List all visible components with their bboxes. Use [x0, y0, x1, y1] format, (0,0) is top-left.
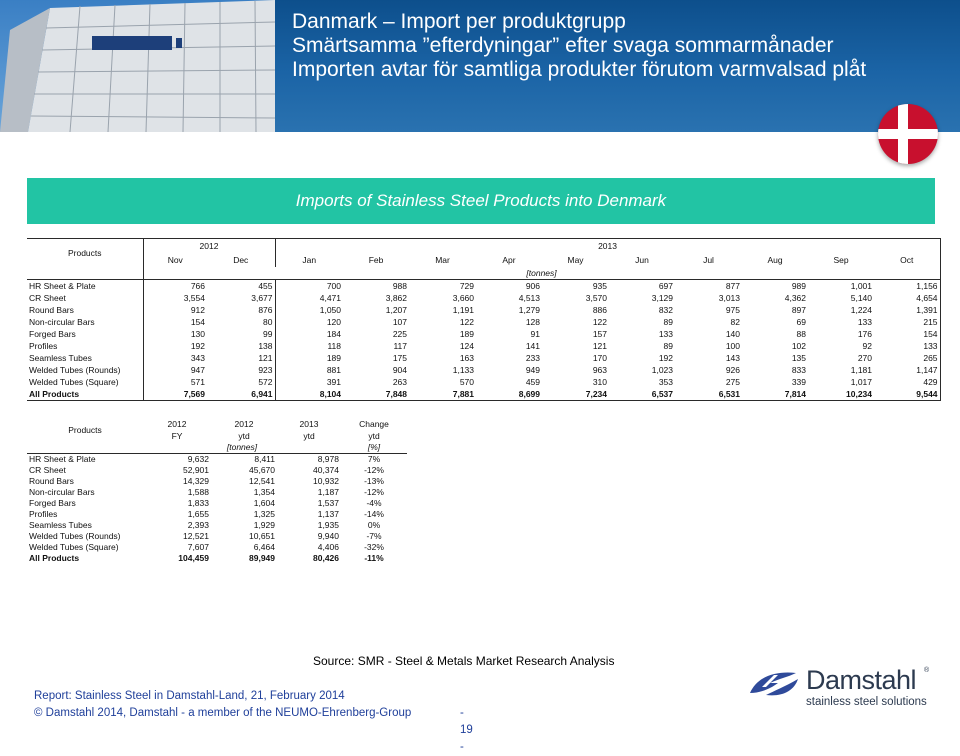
cell-value: 122: [459, 317, 475, 327]
cell-value: 7,814: [742, 388, 808, 401]
cell-value: 10,651: [249, 531, 275, 541]
table-row: [27, 542, 407, 553]
month-header: Oct: [874, 253, 940, 267]
cell-value: 69: [796, 317, 807, 327]
cell-value: 7,848: [343, 388, 409, 401]
cell-value: 1,604: [253, 498, 275, 508]
ytd-col-year: 2012: [167, 419, 187, 429]
cell-value: 91: [530, 329, 541, 339]
month-header: Aug: [767, 255, 783, 265]
cell-value: 700: [275, 280, 343, 293]
cell-value: 1,001: [850, 281, 873, 291]
cell-value: 265: [874, 352, 940, 364]
cell-value: 189: [459, 329, 475, 339]
cell-value: 343: [143, 352, 207, 364]
cell-value: 4,362: [784, 293, 807, 303]
cell-value: 876: [258, 305, 273, 315]
cell-value: 89: [663, 317, 674, 327]
cell-value: 832: [658, 305, 674, 315]
footer-copyright: © Damstahl 2014, Damstahl - a member of the NEUMO-Ehrenberg-Group: [34, 707, 412, 719]
cell-value: 7,607: [187, 542, 209, 552]
title-line-3: Importen avtar för samtliga produkter förutom varmvalsad plåt: [292, 58, 867, 81]
table-row: [27, 465, 407, 476]
table-row: [27, 476, 407, 487]
cell-value: 455: [258, 281, 273, 291]
title-line-2: Smärtsamma ”efterdyningar” efter svaga sommarmånader: [292, 34, 834, 57]
cell-value: 353: [658, 377, 674, 387]
ytd-col-type: ytd: [238, 431, 250, 441]
cell-value: 215: [874, 316, 940, 328]
cell-value: 1,588: [187, 487, 209, 497]
ytd-unit-tonnes: [tonnes]: [143, 442, 341, 454]
logo-registered: ®: [924, 667, 930, 674]
cell-value: 1,191: [452, 305, 475, 315]
footer-report: Report: Stainless Steel in Damstahl-Land, 21, February 2014: [34, 690, 345, 702]
cell-value: 459: [525, 377, 541, 387]
cell-value: 3,862: [385, 293, 408, 303]
cell-value: 99: [263, 329, 273, 339]
cell-value: 102: [791, 341, 807, 351]
cell-value: 310: [592, 377, 608, 387]
cell-value: 1,181: [850, 365, 873, 375]
cell-value: 3,129: [651, 293, 674, 303]
section-banner: Imports of Stainless Steel Products into Denmark: [27, 178, 935, 224]
cell-value: 989: [791, 281, 807, 291]
cell-value: 133: [857, 317, 873, 327]
ytd-unit-pct: [%]: [341, 442, 407, 454]
cell-value: 935: [592, 281, 608, 291]
table-row: [27, 364, 940, 376]
cell-value: -32%: [364, 542, 384, 552]
cell-value: 184: [275, 328, 343, 340]
cell-value: 104,459: [178, 553, 209, 563]
cell-value: 225: [392, 329, 408, 339]
table-row: [27, 531, 407, 542]
cell-value: 88: [796, 329, 807, 339]
row-label: Round Bars: [29, 305, 74, 315]
cell-value: 130: [143, 328, 207, 340]
cell-value: 1,187: [317, 487, 339, 497]
month-header: Jan: [275, 253, 343, 267]
cell-value: 154: [143, 316, 207, 328]
cell-value: 12,521: [183, 531, 209, 541]
table-row: [27, 487, 407, 498]
table-row: [27, 316, 940, 328]
building-photo: [0, 0, 275, 132]
cell-value: 154: [874, 328, 940, 340]
ytd-col-year: 2013: [299, 419, 319, 429]
ytd-imports-table: [27, 418, 407, 564]
cell-value: 45,670: [249, 465, 275, 475]
cell-value: 8,978: [317, 454, 339, 464]
cell-value: 1,325: [253, 509, 275, 519]
danish-flag-icon: [878, 104, 938, 164]
cell-value: 1,207: [385, 305, 408, 315]
row-label: Profiles: [29, 509, 58, 519]
cell-value: 157: [592, 329, 608, 339]
cell-value: 121: [258, 353, 273, 363]
cell-value: 8,104: [275, 388, 343, 401]
cell-value: 7,881: [409, 388, 476, 401]
row-label: Non-circular Bars: [29, 317, 95, 327]
cell-value: 7%: [367, 454, 381, 464]
table-row: [27, 352, 940, 364]
title-line-1: Danmark – Import per produktgrupp: [292, 10, 626, 33]
month-header: Sep: [833, 255, 849, 265]
cell-value: 89: [663, 341, 674, 351]
ytd-col-year: Change: [359, 419, 389, 429]
cell-value: 988: [392, 281, 408, 291]
cell-value: 9,940: [317, 531, 339, 541]
cell-value: 3,570: [585, 293, 608, 303]
cell-value: 175: [392, 353, 408, 363]
row-label: Welded Tubes (Rounds): [29, 365, 121, 375]
cell-value: 949: [525, 365, 541, 375]
year-2012-header: 2012: [143, 239, 275, 254]
table-row: [27, 328, 940, 340]
cell-value: 1,354: [253, 487, 275, 497]
cell-value: 975: [725, 305, 741, 315]
row-label: CR Sheet: [29, 465, 66, 475]
cell-value: 963: [592, 365, 608, 375]
cell-value: 40,374: [313, 465, 339, 475]
cell-value: -11%: [364, 553, 384, 563]
cell-value: 1,929: [253, 520, 275, 530]
cell-value: 12,541: [249, 476, 275, 486]
month-header: Jul: [703, 255, 714, 265]
cell-value: 1,935: [317, 520, 339, 530]
cell-value: 881: [275, 364, 343, 376]
cell-value: 192: [658, 353, 674, 363]
table-row: [27, 376, 940, 388]
header-band: [0, 0, 960, 132]
cell-value: -4%: [366, 498, 382, 508]
cell-value: 1,133: [452, 365, 475, 375]
monthly-imports-table: [27, 238, 941, 401]
month-header: Mar: [435, 255, 450, 265]
cell-value: -13%: [364, 476, 384, 486]
unit-label: [tonnes]: [143, 267, 940, 280]
table-row: [27, 509, 407, 520]
row-label: CR Sheet: [29, 293, 66, 303]
cell-value: 572: [258, 377, 273, 387]
cell-value: 1,017: [850, 377, 873, 387]
cell-value: 5,140: [850, 293, 873, 303]
cell-value: 926: [725, 365, 741, 375]
cell-value: 141: [525, 341, 541, 351]
cell-value: 1,023: [651, 365, 674, 375]
cell-value: 6,941: [207, 388, 275, 401]
cell-value: 904: [392, 365, 408, 375]
cell-value: 3,554: [143, 292, 207, 304]
row-label: All Products: [29, 553, 80, 563]
cell-value: 92: [862, 341, 873, 351]
total-row: [27, 553, 407, 564]
row-label: Welded Tubes (Square): [29, 542, 119, 552]
cell-value: -12%: [364, 465, 384, 475]
cell-value: 391: [275, 376, 343, 388]
month-header: Nov: [143, 253, 207, 267]
cell-value: 275: [725, 377, 741, 387]
cell-value: 1,537: [317, 498, 339, 508]
ytd-unit-row: [27, 442, 407, 454]
products-header: Products: [27, 239, 143, 268]
cell-value: 10,234: [808, 388, 874, 401]
cell-value: 120: [275, 316, 343, 328]
row-label: Round Bars: [29, 476, 74, 486]
cell-value: 163: [459, 353, 475, 363]
cell-value: -7%: [366, 531, 382, 541]
cell-value: 6,464: [253, 542, 275, 552]
cell-value: 122: [592, 317, 608, 327]
month-header: Feb: [368, 255, 384, 265]
cell-value: 906: [525, 281, 541, 291]
cell-value: 8,699: [476, 388, 542, 401]
cell-value: 270: [857, 353, 873, 363]
ytd-table-body: [27, 454, 407, 565]
table-row: [27, 280, 940, 293]
cell-value: 947: [143, 364, 207, 376]
row-label: Welded Tubes (Square): [29, 377, 119, 387]
cell-value: 897: [791, 305, 807, 315]
cell-value: 1,655: [187, 509, 209, 519]
cell-value: 6,537: [609, 388, 675, 401]
cell-value: 6,531: [675, 388, 742, 401]
cell-value: 118: [275, 340, 343, 352]
monthly-table-body: [27, 280, 940, 401]
row-label: Welded Tubes (Rounds): [29, 531, 121, 541]
table-row: [27, 520, 407, 531]
cell-value: 3,013: [718, 293, 741, 303]
ytd-col-year: 2012: [234, 419, 254, 429]
month-header: Apr: [502, 255, 516, 265]
cell-value: 14,329: [183, 476, 209, 486]
logo-tagline: stainless steel solutions: [806, 696, 927, 708]
cell-value: 192: [143, 340, 207, 352]
cell-value: 117: [393, 341, 408, 351]
cell-value: 138: [258, 341, 273, 351]
row-label: All Products: [27, 388, 143, 401]
cell-value: 4,471: [275, 292, 343, 304]
cell-value: 133: [658, 329, 674, 339]
cell-value: 80,426: [313, 553, 339, 563]
cell-value: 121: [592, 341, 608, 351]
cell-value: 697: [658, 281, 674, 291]
cell-value: 133: [874, 340, 940, 352]
table-row: [27, 454, 407, 466]
cell-value: 124: [459, 341, 475, 351]
ytd-col-type: ytd: [303, 431, 315, 441]
cell-value: 8,411: [254, 454, 275, 464]
row-label: HR Sheet & Plate: [29, 454, 96, 464]
header-row-years: [27, 239, 940, 254]
row-label: Forged Bars: [29, 498, 76, 508]
cell-value: 766: [143, 280, 207, 293]
cell-value: 4,513: [518, 293, 541, 303]
cell-value: 339: [791, 377, 807, 387]
cell-value: 886: [592, 305, 608, 315]
month-header: Dec: [233, 255, 249, 265]
logo-name: Damstahl: [806, 665, 917, 695]
row-label: Forged Bars: [29, 329, 76, 339]
ytd-col-type: ytd: [368, 431, 380, 441]
cell-value: 729: [459, 281, 475, 291]
cell-value: 833: [791, 365, 807, 375]
cell-value: 107: [392, 317, 408, 327]
damstahl-logo: [748, 663, 948, 713]
table-row: [27, 292, 940, 304]
cell-value: 1,156: [874, 280, 940, 293]
table-row: [27, 304, 940, 316]
cell-value: 1,279: [518, 305, 541, 315]
cell-value: 52,901: [183, 465, 209, 475]
row-label: Profiles: [29, 341, 58, 351]
cell-value: 100: [725, 341, 741, 351]
cell-value: 9,544: [874, 388, 940, 401]
table-row: [27, 498, 407, 509]
damstahl-logo-icon: [748, 669, 800, 699]
total-row: [27, 388, 940, 401]
cell-value: 82: [730, 317, 741, 327]
cell-value: 1,147: [874, 364, 940, 376]
cell-value: 7,234: [542, 388, 609, 401]
header-row-months: [27, 253, 940, 267]
cell-value: 170: [592, 353, 608, 363]
row-label: Seamless Tubes: [29, 353, 92, 363]
cell-value: 1,833: [187, 498, 209, 508]
row-label: HR Sheet & Plate: [29, 281, 96, 291]
row-label: Non-circular Bars: [29, 487, 95, 497]
cell-value: 570: [459, 377, 475, 387]
ytd-col-type: FY: [171, 431, 183, 441]
cell-value: 1,391: [874, 304, 940, 316]
cell-value: 2,393: [187, 520, 209, 530]
cell-value: 877: [725, 281, 741, 291]
table-row: [27, 340, 940, 352]
source-note: Source: SMR - Steel & Metals Market Research Analysis: [313, 654, 615, 668]
cell-value: 3,677: [251, 293, 273, 303]
cell-value: 189: [275, 352, 343, 364]
page-number: - 19 -: [460, 707, 473, 753]
month-header: May: [567, 255, 584, 265]
cell-value: 912: [143, 304, 207, 316]
cell-value: 923: [258, 365, 273, 375]
ytd-header-years: [27, 418, 407, 430]
cell-value: 128: [525, 317, 541, 327]
row-label: Seamless Tubes: [29, 520, 92, 530]
cell-value: 10,932: [313, 476, 339, 486]
cell-value: 140: [725, 329, 741, 339]
cell-value: 9,632: [187, 454, 209, 464]
cell-value: 135: [791, 353, 807, 363]
cell-value: -14%: [364, 509, 384, 519]
year-2013-header: 2013: [275, 239, 940, 254]
cell-value: -12%: [364, 487, 384, 497]
cell-value: 233: [525, 353, 541, 363]
unit-row: [27, 267, 940, 280]
cell-value: 3,660: [452, 293, 475, 303]
cell-value: 429: [874, 376, 940, 388]
cell-value: 80: [263, 317, 273, 327]
cell-value: 176: [857, 329, 873, 339]
cell-value: 571: [143, 376, 207, 388]
month-header: Jun: [635, 255, 649, 265]
cell-value: 4,406: [317, 542, 339, 552]
ytd-products-header: Products: [68, 425, 102, 435]
cell-value: 0%: [367, 520, 381, 530]
cell-value: 1,137: [317, 509, 339, 519]
cell-value: 263: [392, 377, 408, 387]
cell-value: 1,050: [275, 304, 343, 316]
cell-value: 1,224: [850, 305, 873, 315]
cell-value: 4,654: [874, 292, 940, 304]
cell-value: 143: [725, 353, 741, 363]
cell-value: 7,569: [143, 388, 207, 401]
page-title: [292, 10, 867, 82]
cell-value: 89,949: [249, 553, 275, 563]
